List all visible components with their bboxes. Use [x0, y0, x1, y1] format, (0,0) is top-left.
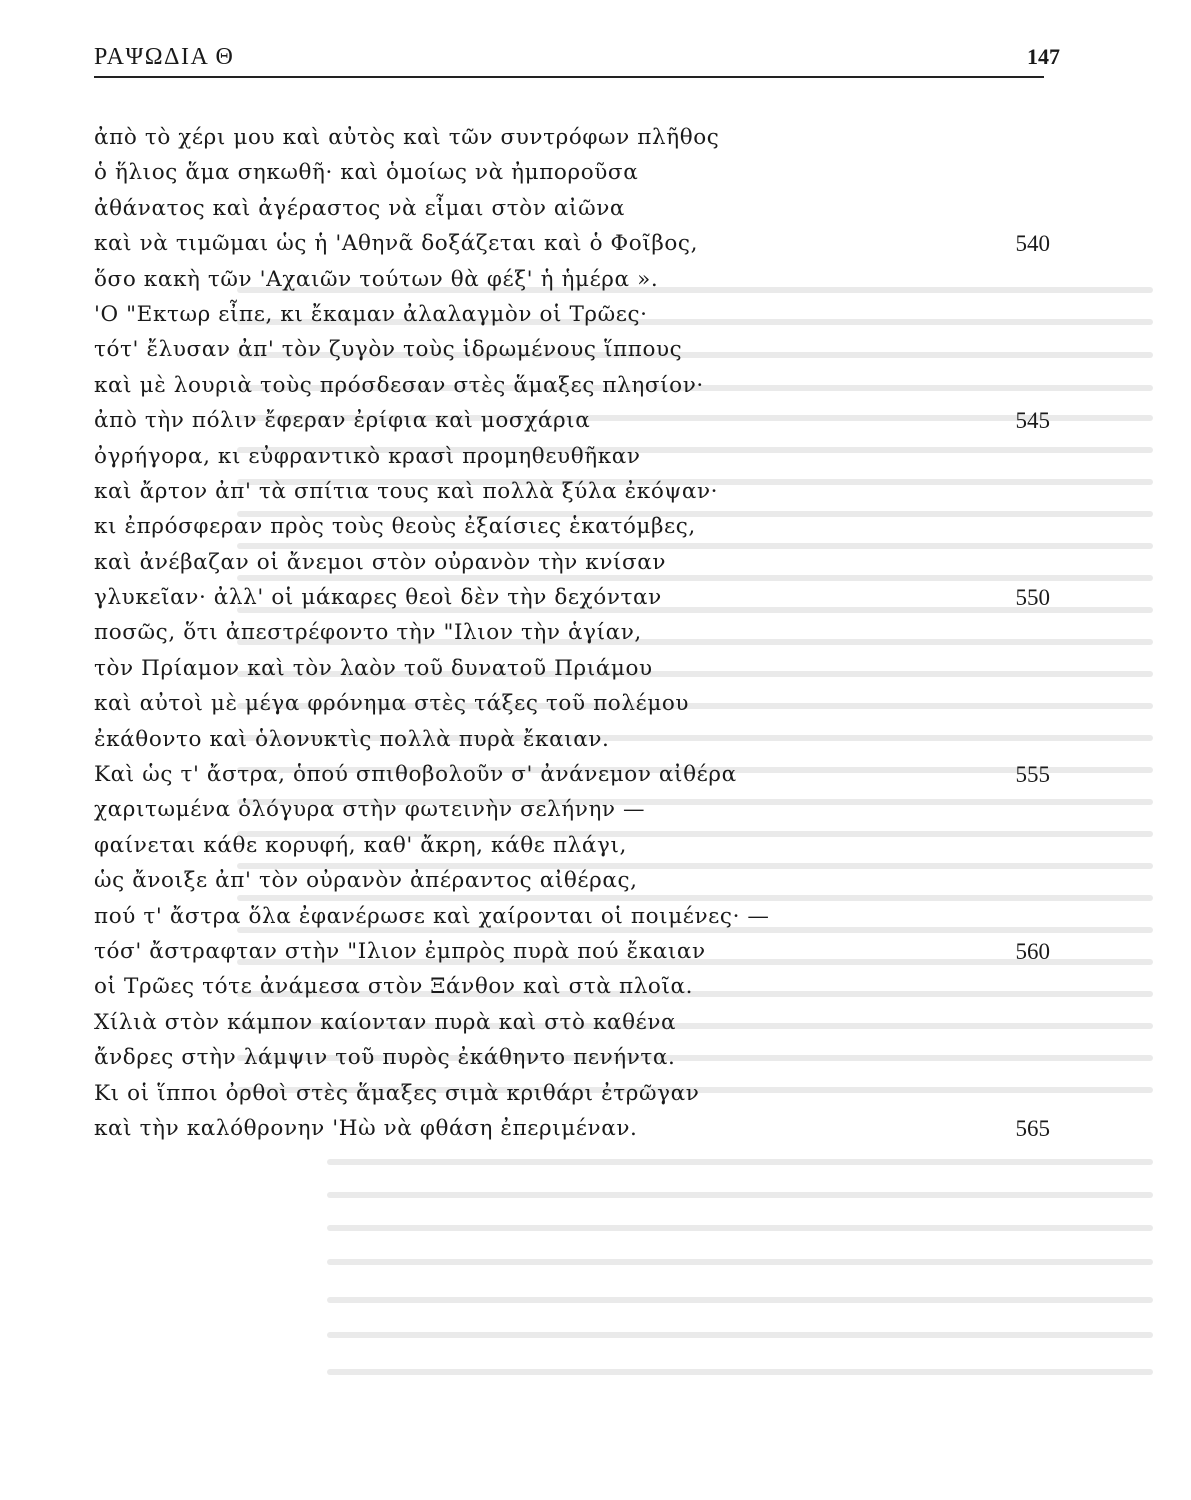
verse-line [94, 155, 1054, 190]
verse-line [94, 332, 1054, 367]
verse-line-text: καὶ ἄρτον ἀπ' τὰ σπίτια τους καὶ πολλὰ ξύλα ἐκόψαν· [94, 478, 719, 504]
verse-line [94, 1111, 1054, 1146]
verse-line-text: ὅσο κακὴ τῶν 'Αχαιῶν τούτων θὰ φέξ' ἡ ἡμέρα ». [94, 266, 659, 292]
verse-line-text: ὁ ἥλιος ἅμα σηκωθῆ· καὶ ὁμοίως νὰ ἠμποροῦσα [94, 160, 639, 186]
book-title: ΡΑΨΩΔΙΑ Θ [94, 44, 235, 70]
verse-line-text: Κι οἱ ἵπποι ὀρθοὶ στὲς ἅμαξες σιμὰ κριθάρι ἐτρῶγαν [94, 1080, 700, 1106]
line-number: 555 [1015, 762, 1050, 788]
verse-line-text: ἄνδρες στὴν λάμψιν τοῦ πυρὸς ἐκάθηντο πενήντα. [94, 1045, 676, 1071]
verse-line-text: ἀπὸ τὴν πόλιν ἔφεραν ἐρίφια καὶ μοσχάρια [94, 408, 591, 434]
line-number: 560 [1015, 938, 1050, 964]
verse-line [94, 545, 1054, 580]
verse-line [94, 1005, 1054, 1040]
verse-line-text: Χίλιὰ στὸν κάμπον καίονταν πυρὰ καὶ στὸ καθένα [94, 1009, 677, 1035]
verse-line-text: Καὶ ὡς τ' ἄστρα, ὁπού σπιθοβολοῦν σ' ἀνάνεμον αἰθέρα [94, 762, 737, 788]
verse-line [94, 969, 1054, 1004]
verse-line [94, 757, 1054, 792]
verse-line [94, 934, 1054, 969]
verse-line-text: ἀθάνατος καὶ ἀγέραστος νὰ εἶμαι στὸν αἰῶνα [94, 195, 625, 221]
verse-line-text: ὡς ἄνοιξε ἀπ' τὸν οὐρανὸν ἀπέραντος αἰθέρας, [94, 868, 638, 894]
verse-line-text: καὶ νὰ τιμῶμαι ὡς ἡ 'Αθηνᾶ δοξάζεται καὶ ὁ Φοῖβος, [94, 231, 699, 257]
verse-line [94, 509, 1054, 544]
verse-line-text: καὶ ἀνέβαζαν οἱ ἄνεμοι στὸν οὐρανὸν τὴν κνίσαν [94, 549, 667, 575]
line-number: 545 [1015, 408, 1050, 434]
header-rule [94, 76, 1044, 78]
verse-line-text: οἱ Τρῶες τότε ἀνάμεσα στὸν Ξάνθον καὶ στὰ πλοῖα. [94, 974, 694, 1000]
verse-line-text: γλυκεῖαν· ἀλλ' οἱ μάκαρες θεοὶ δὲν τὴν δεχόνταν [94, 585, 662, 611]
verse-line [94, 1076, 1054, 1111]
verse-line [94, 191, 1054, 226]
verse-line [94, 651, 1054, 686]
verse-line [94, 297, 1054, 332]
running-head [94, 44, 1064, 76]
verse-line-text: ἀπὸ τὸ χέρι μου καὶ αὐτὸς καὶ τῶν συντρόφων πλῆθος [94, 125, 720, 150]
verse-line-text: κι ἐπρόσφεραν πρὸς τοὺς θεοὺς ἐξαίσιες ἑκατόμβες, [94, 514, 696, 540]
line-number: 540 [1015, 231, 1050, 257]
verse-line [94, 863, 1054, 898]
verse-line-text: καὶ αὐτοὶ μὲ μέγα φρόνημα στὲς τάξες τοῦ πολέμου [94, 691, 690, 717]
verse-line [94, 120, 1054, 155]
verse-block [94, 120, 1054, 1146]
verse-line [94, 474, 1054, 509]
verse-line-text: τόσ' ἄστραφταν στὴν "Ιλιον ἐμπρὸς πυρὰ πού ἔκαιαν [94, 938, 706, 964]
verse-line [94, 722, 1054, 757]
verse-line-text: 'Ο "Εκτωρ εἶπε, κι ἔκαμαν ἀλαλαγμὸν οἱ Τρῶες· [94, 301, 648, 327]
verse-line-text: χαριτωμένα ὁλόγυρα στὴν φωτεινὴν σελήνην — [94, 797, 646, 823]
verse-line [94, 615, 1054, 650]
verse-line [94, 439, 1054, 474]
verse-line-text: καὶ τὴν καλόθρονην 'Ηὼ νὰ φθάση ἐπεριμέναν. [94, 1115, 638, 1141]
verse-line [94, 226, 1054, 261]
verse-line [94, 899, 1054, 934]
verse-line [94, 368, 1054, 403]
verse-line [94, 828, 1054, 863]
verse-line [94, 792, 1054, 827]
verse-line [94, 403, 1054, 438]
verse-line-text: καὶ μὲ λουριὰ τοὺς πρόσδεσαν στὲς ἅμαξες πλησίον· [94, 372, 704, 398]
verse-line-text: τὸν Πρίαμον καὶ τὸν λαὸν τοῦ δυνατοῦ Πριάμου [94, 655, 653, 681]
verse-line-text: ὀγρήγορα, κι εὐφραντικὸ κρασὶ προμηθευθῆκαν [94, 443, 641, 469]
verse-line [94, 1040, 1054, 1075]
verse-line [94, 686, 1054, 721]
line-number: 565 [1015, 1115, 1050, 1141]
verse-line-text: τότ' ἔλυσαν ἀπ' τὸν ζυγὸν τοὺς ἱδρωμένους ἵππους [94, 337, 683, 363]
verse-line-text: πού τ' ἄστρα ὅλα ἐφανέρωσε καὶ χαίρονται οἱ ποιμένες· — [94, 903, 770, 929]
verse-line-text: ἐκάθοντο καὶ ὁλονυκτὶς πολλὰ πυρὰ ἔκαιαν. [94, 726, 610, 752]
page-number: 147 [1027, 44, 1060, 69]
verse-line-text: φαίνεται κάθε κορυφή, καθ' ἄκρη, κάθε πλάγι, [94, 832, 627, 858]
line-number: 550 [1015, 585, 1050, 611]
verse-line-text: ποσῶς, ὅτι ἀπεστρέφοντο τὴν "Ιλιον τὴν ἁγίαν, [94, 620, 642, 646]
verse-line [94, 580, 1054, 615]
verse-line [94, 262, 1054, 297]
